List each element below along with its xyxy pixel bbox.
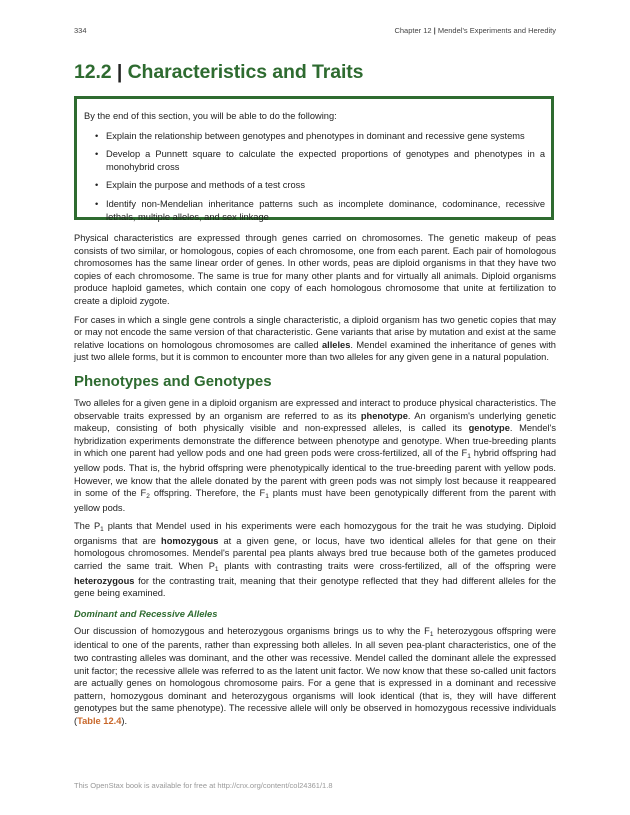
subscript: 1 [467,453,471,461]
subscript: 1 [265,493,269,501]
objective-item: • Identify non-Mendelian inheritance patterns such as incomplete dominance, codominance, recessive lethals, multiple alleles, and sex linkage [84,198,545,223]
table-reference-link[interactable]: Table 12.4 [77,716,122,726]
objectives-intro: By the end of this section, you will be able to do the following: [84,111,337,121]
text-run: ). [121,716,128,726]
objective-item: • Develop a Punnett square to calculate the expected proportions of genotypes and phenotypes in a monohybrid cross [84,148,545,173]
page-footer: This OpenStax book is available for free at http://cnx.org/content/col24361/1.8 [74,781,333,790]
chapter-title: Mendel's Experiments and Heredity [437,26,556,35]
section-title-text: Characteristics and Traits [127,61,364,83]
subscript: 1 [429,630,434,638]
text-run: at a given gene, or locus, have two identical alleles for that gene on their homologous chromosomes. Mendel's parental pea plants always bred true because both of the gametes produced carried the same trait. When P [74,535,556,572]
text-run: . An organism's underlying genetic makeup, consisting of both physically visible and non-expressed alleles, is called its [74,410,556,434]
section-title [74,61,363,84]
header-separator: | [433,26,436,35]
text-run: hybrid offspring had yellow pods. That is, the hybrid offspring were phenotypically identical to the true-breeding parent with yellow pods. However, we know that the allele donated by the parent with green pods was not simply lost because it reappeared in some of the F [74,448,556,499]
subscript: 2 [146,493,150,501]
dominant-paragraph-1 [74,625,556,728]
key-term-alleles: alleles [321,339,351,350]
section-number: 12.2 [74,61,112,83]
chapter-label: Chapter 12 [394,26,432,35]
text-run: Two alleles for a given gene in a diploid organism are expressed and interact to produce physical characteristics. The observable traits expressed by an organism are referred to as its [74,397,556,421]
text-run: plants that Mendel used in his experiments were each homozygous for the trait he was studying. Diploid organisms that are [74,521,557,546]
text-run: For cases in which a single gene controls a single characteristic, a diploid organism has two genetic copies that may or may not encode the same version of that characteristic. Gene variants that arise by mutation and exist at the same relative locations on homologous chromosomes are called [74,314,556,350]
subsection-heading-dominant-recessive: Dominant and Recessive Alleles [74,607,218,619]
objective-item: • Explain the relationship between genotypes and phenotypes in dominant and recessive gene systems [84,130,545,143]
text-run: plants must have been genotypically different from the parent with yellow pods. [74,488,556,513]
phenotypes-paragraph-1 [74,397,556,514]
subscript: 1 [214,566,219,574]
learning-objectives-box [74,96,554,220]
key-term-heterozygous: heterozygous [74,575,135,586]
text-run: for the contrasting trait, meaning that their genotype reflected that they had different alleles for the gene being examined. [74,575,556,599]
text-run: offspring. Therefore, the F [149,488,266,499]
key-term-genotype: genotype [468,423,510,434]
title-separator: | [116,61,123,83]
text-run: Our discussion of homozygous and heterozygous organisms brings us to why the F [74,625,430,636]
main-content [74,232,556,734]
objective-item: • Explain the purpose and methods of a test cross [84,179,545,192]
phenotypes-paragraph-2 [74,520,556,600]
text-run: plants with contrasting traits were cross-fertilized, all of the offspring were [218,561,556,572]
key-term-homozygous: homozygous [161,535,219,546]
text-run: heterozygous offspring were identical to one of the parents, rather than expressing both alleles. In all seven pea-plant characteristics, one of the two contrasting alleles was dominant, and the other was recessive. Mendel called the dominant allele the expressed unit factor; the recessive allele was referred to as the latent unit factor. We now know that these so-called unit factors are actually genes on homologous chromosome pairs. For a gene that is expressed in a dominant and recessive pattern, homozygous dominant and heterozygous organisms will look identical (that is, they will have different genotypes but the same phenotype). The recessive allele will only be observed in homozygous recessive individuals ( [74,625,557,726]
page-number: 334 [74,26,87,35]
text-run: . Mendel's hybridization experiments demonstrate the difference between phenotype and genotype. When true-breeding plants in which one parent had yellow pods and one had green pods were cross-fertilized, all of the F [74,423,556,459]
intro-paragraph-2 [74,314,556,364]
text-run: . Mendel examined the inheritance of genes with just two allele forms, but it is common to encounter more than two alleles for any given gene in a natural population. [74,339,556,363]
key-term-phenotype: phenotype [360,410,408,421]
objectives-list [84,130,545,224]
subscript: 1 [100,526,104,534]
intro-paragraph-1: Physical characteristics are expressed through genes carried on chromosomes. The genetic makeup of peas consists of two similar, or homologous, copies of each chromosome, one from each parent. Each pair of homologous chromosomes has the same linear order of genes. In other words, peas are diploid organisms in that they have two copies of each chromosome. The same is true for many other plants and for virtually all animals. Diploid organisms produce haploid gametes, which contain one copy of each homologous chromosome that unite at fertilization to create a diploid zygote. [74,233,556,306]
running-header [394,26,556,35]
text-run: The P [74,521,101,532]
subsection-heading-phenotypes: Phenotypes and Genotypes [74,372,272,390]
